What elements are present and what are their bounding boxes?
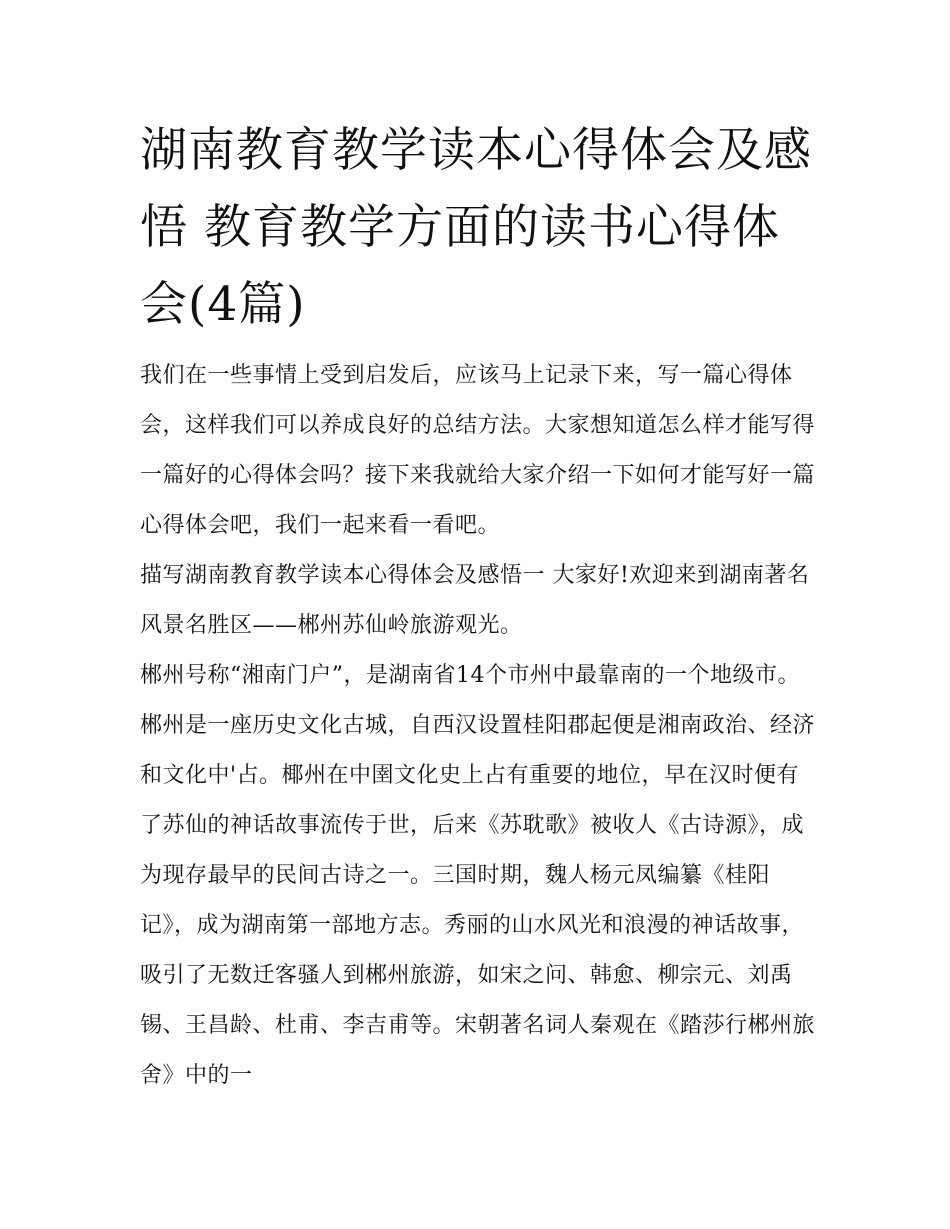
paragraph-welcome: 描写湖南教育教学读本心得体会及感悟一 大家好!欢迎来到湖南著名风景名胜区——郴州苏仙岭旅游观光。 [140,563,810,638]
paragraph-chenzhou: 郴州号称“湘南门户”，是湖南省14个市州中最靠南的一个地级市。郴州是一座历史文化古城，自西汉设置桂阳郡起便是湘南政治、经济和文化中'占。椰州在中圉文化史上占有重要的地位，早在汉时便有了苏仙的神话故事流传于世，后来《苏耽歌》被收人《古诗源》，成为现存最早的民间古诗之一。三国时期，魏人杨元凤编纂《桂阳记》，成为湖南第一部地方志。秀丽的山水风光和浪漫的神话故事，吸引了无数迁客骚人到郴州旅游，如宋之问、韩愈、柳宗元、刘禹锡、王昌龄、杜甫、李吉甫等。宋朝著名词人秦观在《踏莎行郴州旅舍》中的一 [140,663,816,1088]
document-page [140,112,820,1101]
paragraph-intro: 我们在一些事情上受到启发后，应该马上记录下来，写一篇心得体会，这样我们可以养成良好的总结方法。大家想知道怎么样才能写得一篇好的心得体会吗？接下来我就给大家介绍一下如何才能写好一篇心得体会吧，我们一起来看一看吧。 [140,363,816,538]
document-title: 湖南教育教学读本心得体会及感悟 教育教学方面的读书心得体会(4篇) [140,123,812,332]
